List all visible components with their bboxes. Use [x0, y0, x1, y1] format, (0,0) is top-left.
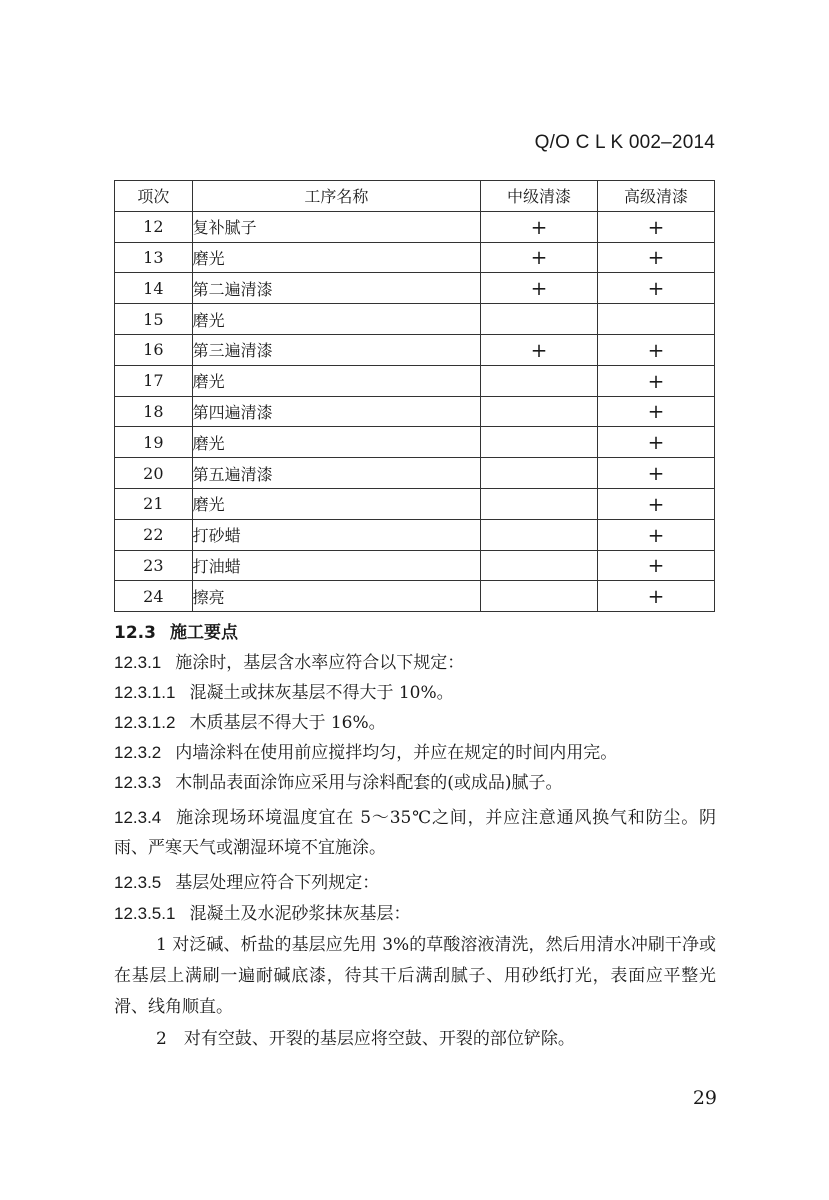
clause-number: 12.3.1.2 — [114, 713, 176, 732]
cell-item-number: 21 — [115, 488, 193, 519]
cell-item-number: 17 — [115, 365, 193, 396]
cell-mid-grade — [481, 519, 598, 550]
section-title: 施工要点 — [169, 623, 238, 643]
cell-mid-grade — [481, 396, 598, 427]
cell-high-grade: + — [598, 519, 715, 550]
cell-item-number: 16 — [115, 334, 193, 365]
table-row — [115, 273, 715, 304]
table-row — [115, 365, 715, 396]
cell-item-number: 13 — [115, 242, 193, 273]
clause-12-3-2 — [114, 738, 716, 768]
table-body — [115, 211, 715, 611]
cell-item-number: 20 — [115, 458, 193, 489]
clause-number: 12.3.1.1 — [114, 683, 176, 702]
cell-mid-grade — [481, 427, 598, 458]
cell-high-grade: + — [598, 427, 715, 458]
cell-high-grade: + — [598, 550, 715, 581]
cell-process-name: 第二遍清漆 — [192, 273, 480, 304]
table-row — [115, 334, 715, 365]
cell-item-number: 18 — [115, 396, 193, 427]
clause-text: 木质基层不得大于 16%。 — [189, 713, 386, 733]
clause-text: 基层处理应符合下列规定： — [175, 873, 380, 893]
paragraph-1: 1 对泛碱、析盐的基层应先用 3%的草酸溶液清洗，然后用清水冲刷干净或在基层上满刷一遍耐碱底漆，待其干后满刮腻子、用砂纸打光，表面应平整光滑、线角顺直。 — [114, 935, 716, 1017]
cell-process-name: 磨光 — [192, 365, 480, 396]
cell-high-grade — [598, 304, 715, 335]
clause-text: 施涂现场环境温度宜在 5～35℃之间，并应注意通风换气和防尘。阴雨、严寒天气或潮湿环境不宜施涂。 — [114, 808, 716, 858]
cell-high-grade: + — [598, 396, 715, 427]
table-row — [115, 458, 715, 489]
cell-high-grade: + — [598, 488, 715, 519]
page-number: 29 — [692, 1087, 717, 1109]
cell-process-name: 磨光 — [192, 427, 480, 458]
table-row — [115, 550, 715, 581]
clause-text: 内墙涂料在使用前应搅拌均匀，并应在规定的时间内用完。 — [175, 743, 618, 763]
cell-process-name: 第五遍清漆 — [192, 458, 480, 489]
cell-item-number: 14 — [115, 273, 193, 304]
clause-number: 12.3.4 — [114, 808, 162, 827]
table-row — [115, 581, 715, 612]
clause-12-3-1-2 — [114, 708, 716, 738]
cell-item-number: 12 — [115, 211, 193, 242]
clause-number: 12.3.5 — [114, 873, 162, 892]
cell-high-grade: + — [598, 273, 715, 304]
cell-high-grade: + — [598, 458, 715, 489]
cell-process-name: 第三遍清漆 — [192, 334, 480, 365]
clause-12-3-1-1 — [114, 678, 716, 708]
cell-mid-grade — [481, 304, 598, 335]
header-no: 项次 — [115, 181, 193, 212]
cell-process-name: 磨光 — [192, 488, 480, 519]
cell-high-grade: + — [598, 581, 715, 612]
paragraph-2: 2 对有空鼓、开裂的基层应将空鼓、开裂的部位铲除。 — [156, 1029, 575, 1049]
clause-number: 12.3.5.1 — [114, 904, 176, 923]
cell-process-name: 打油蜡 — [192, 550, 480, 581]
cell-mid-grade — [481, 365, 598, 396]
cell-process-name: 磨光 — [192, 304, 480, 335]
clause-12-3-4 — [114, 803, 716, 863]
header-high: 高级清漆 — [598, 181, 715, 212]
cell-mid-grade — [481, 550, 598, 581]
cell-high-grade: + — [598, 211, 715, 242]
header-name: 工序名称 — [192, 181, 480, 212]
clause-number: 12.3.1 — [114, 653, 162, 672]
clause-text: 混凝土或抹灰基层不得大于 10%。 — [189, 683, 454, 703]
table-row — [115, 211, 715, 242]
cell-item-number: 24 — [115, 581, 193, 612]
cell-process-name: 磨光 — [192, 242, 480, 273]
clause-12-3-5 — [114, 868, 716, 898]
section-number: 12.3 — [114, 623, 156, 643]
process-table — [114, 180, 715, 612]
cell-mid-grade — [481, 488, 598, 519]
clause-12-3-1 — [114, 648, 716, 678]
cell-item-number: 22 — [115, 519, 193, 550]
cell-high-grade: + — [598, 334, 715, 365]
table-header-row — [115, 181, 715, 212]
cell-mid-grade: + — [481, 211, 598, 242]
clause-text: 施涂时，基层含水率应符合以下规定： — [175, 653, 465, 673]
table-row — [115, 304, 715, 335]
clause-text: 混凝土及水泥砂浆抹灰基层： — [189, 904, 411, 924]
clause-12-3-3 — [114, 768, 716, 798]
cell-process-name: 打砂蜡 — [192, 519, 480, 550]
cell-high-grade: + — [598, 365, 715, 396]
clause-number: 12.3.3 — [114, 773, 162, 792]
cell-mid-grade: + — [481, 273, 598, 304]
cell-process-name: 复补腻子 — [192, 211, 480, 242]
document-code: Q/O C L K 002–2014 — [534, 132, 715, 153]
table-row — [115, 427, 715, 458]
cell-mid-grade — [481, 458, 598, 489]
table-row — [115, 519, 715, 550]
header-mid: 中级清漆 — [481, 181, 598, 212]
cell-mid-grade: + — [481, 242, 598, 273]
cell-mid-grade — [481, 581, 598, 612]
clause-number: 12.3.2 — [114, 743, 162, 762]
cell-high-grade: + — [598, 242, 715, 273]
cell-item-number: 23 — [115, 550, 193, 581]
cell-item-number: 19 — [115, 427, 193, 458]
clause-12-3-5-1 — [114, 899, 716, 929]
table-row — [115, 242, 715, 273]
cell-item-number: 15 — [115, 304, 193, 335]
cell-process-name: 擦亮 — [192, 581, 480, 612]
cell-mid-grade: + — [481, 334, 598, 365]
table-row — [115, 396, 715, 427]
clause-text: 木制品表面涂饰应采用与涂料配套的(或成品)腻子。 — [175, 773, 563, 793]
section-12-3 — [114, 618, 716, 648]
table-row — [115, 488, 715, 519]
cell-process-name: 第四遍清漆 — [192, 396, 480, 427]
